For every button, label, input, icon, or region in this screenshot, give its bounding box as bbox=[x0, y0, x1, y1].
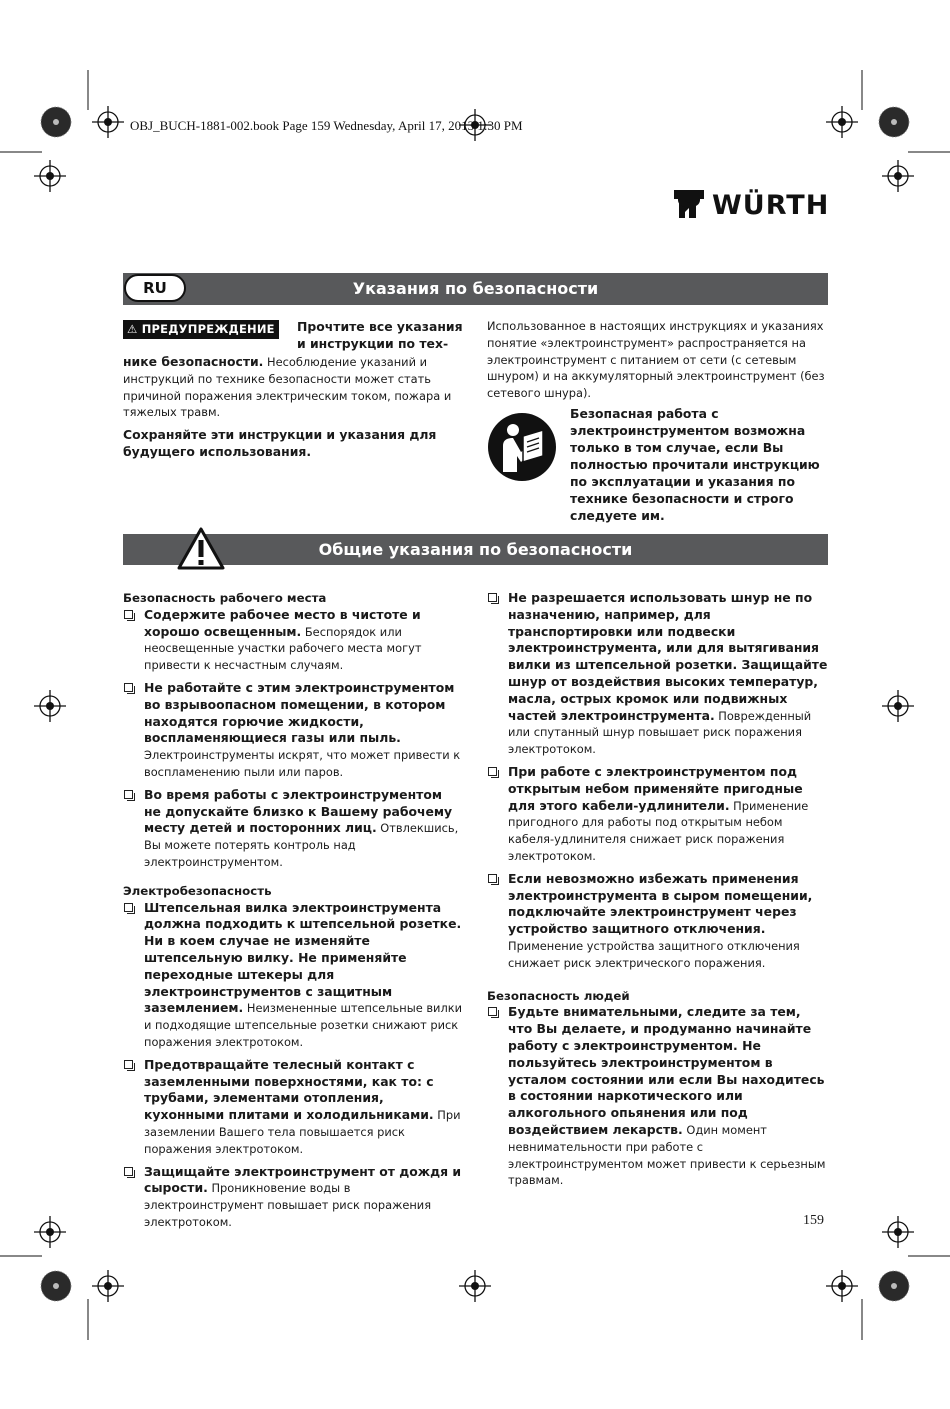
warning-label: ПРЕДУПРЕЖДЕНИЕ bbox=[141, 322, 275, 336]
read-manual-icon bbox=[487, 412, 557, 482]
checkbox-bullet-icon bbox=[488, 593, 497, 602]
power-tool-definition: Использованное в настоящих инструкциях и указаниях понятие «электроинструмент» распространяется на электроинструмент с питанием от сети (с сетевым шнуром) и на аккумуляторный электроинструмент (без сетевого шнура). bbox=[487, 319, 825, 401]
list-item bbox=[123, 900, 463, 1051]
item-text: Неизмененные штепсельные вилки и подходящие штепсельные розетки снижают риск поражения электротоком. bbox=[144, 1001, 463, 1049]
item-text: Электроинструменты искрят, что может привести к воспламенению пыли или паров. bbox=[144, 748, 461, 779]
checkbox-bullet-icon bbox=[488, 874, 497, 883]
item-bold: Не работайте с этим электроинструментом во взрывоопасном помещении, в котором находятся горючие жидкости, воспламеняющиеся газы или пыль. bbox=[144, 679, 455, 746]
item-text: Отвлекшись, Вы можете потерять контроль над электроинструментом. bbox=[144, 821, 459, 869]
item-text: При заземлении Вашего тела повышается риск поражения электротоком. bbox=[144, 1108, 461, 1156]
item-text: Один момент невнимательности при работе с электроинструментом может привести к серьезным травмам. bbox=[508, 1122, 826, 1188]
intro-bold-line-2: и инструкции по тех- bbox=[297, 336, 449, 351]
list-item bbox=[123, 1057, 463, 1158]
list-item bbox=[487, 764, 829, 865]
language-badge bbox=[124, 274, 186, 302]
warning-badge bbox=[123, 320, 279, 339]
checkbox-bullet-icon bbox=[124, 610, 133, 619]
electrical-heading: Электробезопасность bbox=[123, 883, 272, 898]
warning-triangle-icon bbox=[176, 526, 226, 572]
intro-bold-line-3: нике безопасности. bbox=[123, 354, 264, 369]
list-item bbox=[487, 871, 829, 972]
section-title-bar-general bbox=[123, 534, 828, 565]
item-bold: Будьте внимательными, следите за тем, что Вы делаете, и продуманно начинайте работу с электроинструментом. Не пользуйтесь электроинструментом в усталом состоянии или если Вы находитесь в состоянии наркотического или алкогольного опьянения или под воздействием лекарств. bbox=[508, 1004, 825, 1137]
item-text: Применение пригодного для работы под открытым небом кабеля-удлинителя снижает риск поражения электротоком. bbox=[508, 798, 809, 863]
read-manual-text: Безопасная работа с электроинструментом возможна только в том случае, если Вы полностью прочитали инструкцию по эксплуатации и указания по технике безопасности и строго следуете им. bbox=[570, 406, 820, 523]
list-item bbox=[123, 607, 463, 674]
brand-logo bbox=[672, 188, 829, 222]
list-item bbox=[487, 1004, 829, 1189]
checkbox-bullet-icon bbox=[124, 790, 133, 799]
list-item bbox=[487, 590, 829, 758]
item-text: Поврежденный или спутанный шнур повышает риск поражения электротоком. bbox=[508, 708, 812, 757]
item-text: Проникновение воды в электроинструмент повышает риск поражения электротоком. bbox=[144, 1181, 432, 1229]
section-title: Указания по безопасности bbox=[352, 279, 599, 298]
item-bold: Если невозможно избежать применения электроинструмента в сыром помещении, подключайте электроинструмент через устройство защитного отключения. bbox=[508, 870, 813, 937]
list-item bbox=[123, 787, 463, 871]
item-bold: Предотвращайте телесный контакт с заземленными поверхностями, как то: с трубами, элементами отопления, кухонными плитами и холодильниками. bbox=[144, 1056, 434, 1123]
intro-text: Несоблюдение указаний и инструкций по технике безопасности может стать причиной поражения электрическим током, пожара и тяжелых травм. bbox=[123, 355, 452, 420]
item-bold: Не разрешается использовать шнур не по назначению, например, для транспортировки или подвески электроинструмента, или для вытягивания вилки из штепсельной розетки. Защищайте шнур от воздействия высоких температур, масла, острых кромок или подвижных частей электроинструмента. bbox=[508, 590, 828, 723]
item-bold: Штепсельная вилка электроинструмента должна подходить к штепсельной розетке. Ни в коем случае не изменяйте штепсельную вилку. Не применяйте переходные штекеры для электроинструментов с защитным заземлением. bbox=[144, 899, 462, 1016]
checkbox-bullet-icon bbox=[124, 683, 133, 692]
checkbox-bullet-icon bbox=[124, 1167, 133, 1176]
general-safety-right bbox=[487, 590, 829, 1195]
item-text: Беспорядок или неосвещенные участки рабочего места могут привести к несчастным случаям. bbox=[144, 624, 422, 673]
language-code: RU bbox=[143, 279, 167, 297]
safety-intro-right bbox=[487, 318, 829, 402]
section-title: Общие указания по безопасности bbox=[318, 540, 633, 559]
page-number: 159 bbox=[803, 1213, 824, 1228]
list-item bbox=[123, 680, 463, 781]
section-title-bar-safety bbox=[123, 273, 828, 305]
warning-triangle-icon: ⚠ bbox=[127, 322, 138, 336]
item-bold: Содержите рабочее место в чистоте и хорошо освещенным. bbox=[144, 606, 421, 639]
intro-bold-line-1: Прочтите все указания bbox=[297, 319, 463, 334]
item-bold: Защищайте электроинструмент от дождя и сырости. bbox=[144, 1163, 462, 1196]
list-item bbox=[123, 1164, 463, 1231]
checkbox-bullet-icon bbox=[124, 903, 133, 912]
general-safety-left bbox=[123, 590, 463, 1237]
personal-safety-heading: Безопасность людей bbox=[487, 988, 630, 1003]
safety-intro-left bbox=[123, 318, 463, 460]
item-bold: При работе с электроинструментом под открытым небом применяйте пригодные для этого кабели-удлинители. bbox=[508, 763, 803, 813]
wurth-logo-icon bbox=[672, 188, 706, 222]
checkbox-bullet-icon bbox=[124, 1060, 133, 1069]
checkbox-bullet-icon bbox=[488, 1007, 497, 1016]
print-header: OBJ_BUCH-1881-002.book Page 159 Wednesday, April 17, 2013 1:30 PM bbox=[130, 118, 523, 133]
keep-instructions: Сохраняйте эти инструкции и указания для будущего использования. bbox=[123, 427, 437, 460]
item-bold: Во время работы с электроинструментом не допускайте близко к Вашему рабочему месту детей и посторонних лиц. bbox=[144, 786, 453, 836]
item-text: Применение устройства защитного отключения снижает риск электрического поражения. bbox=[508, 938, 800, 970]
brand-name: WÜRTH bbox=[712, 189, 830, 221]
checkbox-bullet-icon bbox=[488, 767, 497, 776]
workplace-heading: Безопасность рабочего места bbox=[123, 591, 327, 605]
